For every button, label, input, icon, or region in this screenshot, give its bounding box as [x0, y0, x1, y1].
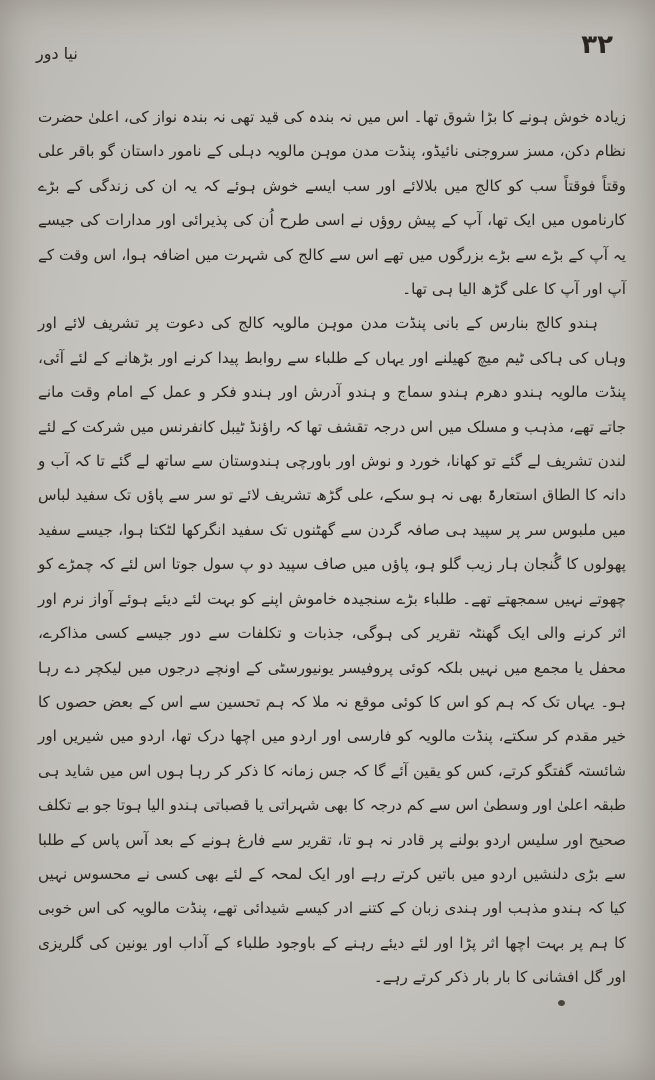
running-head: نیا دور [36, 44, 78, 63]
ink-speck [558, 1000, 565, 1006]
paragraph-2: ہندو کالج بنارس کے بانی پنڈت مدن موہن مالویہ کالج کی دعوت پر تشریف لائے اور وہاں کی ہاکی ٹیم میچ کھیلنے اور یہاں کے طلباء سے روابط پیدا کرنے اور بڑھانے کے لئے آئی، پنڈت مالویہ ہندو دھرم ہندو سماج و ہندو آدرش اور ہندو فکر و عمل کے امام وقت مانے جاتے تھے، مذہب و مسلک میں اس درجہ تقشف تھا کہ راؤنڈ ٹیبل کانفرنس میں شرکت کے لئے لندن تشریف لے گئے تو کھانا، خورد و نوش اور باورچی ہندوستان سے ساتھ لے گئے تا کہ آب و دانہ کا الطاق استعارۃً بھی نہ ہو سکے، علی گڑھ تشریف لائے تو سر سے پاؤں تک سفید لباس میں ملبوس سر پر سپید ہی صافہ گردن سے گھٹنوں تک سفید انگرکھا لٹکتا ہوا، جیسے سفید پھولوں کا گُنجان ہار زیب گلو ہو، پاؤں میں صاف سپید دو پ سول جوتا اس لئے کہ چمڑے کو چھوتے نہیں سمجھتے تھے۔ طلباء بڑے سنجیدہ خاموش اپنے کو بہت لئے دیئے ہوئے آواز نرم اور اثر کرنے والی ایک گھنٹہ تقریر کی ہوگی، جذبات و تکلفات سے دور جیسے کسی مذاکرے، محفل یا مجمع میں نہیں بلکہ کوئی پروفیسر یونیورسٹی کے اونچے درجوں میں لیکچر دے رہا ہو۔ یہاں تک کہ ہم کو اس کا کوئی موقع نہ ملا کہ ہم تحسین سے اس کے بعض حصوں کا خیر مقدم کر سکتے، پنڈت مالویہ کو فارسی اور اردو میں اچھا درک تھا، اردو میں شیریں اور شائستہ گفتگو کرتے، کس کو یقین آئے گا کہ جس زمانہ کا ذکر کر رہا ہوں اس میں شاید ہی طبقہ اعلیٰ اور وسطیٰ اس سے کم درجہ کا بھی شہراتی یا قصباتی ہندو الیا ہوتا جو بے تکلف صحیح اور سلیس اردو بولنے پر قادر نہ ہو تا، تقریر سے فارغ ہونے کے بعد آس پاس کے طلبا سے بڑی دلنشیں اردو میں باتیں کرتے رہے اور ایک لمحہ کے لئے بھی کسی نے محسوس نہیں کیا کہ ہندو مذہب اور ہندی زبان کے کتنے ادر کیسے شیدائی تھے، پنڈت مالویہ کی اس خوبی کا ہم پر بہت اچھا اثر پڑا اور لئے دیئے رہنے کے باوجود طلباء کے آداب اور یونین کی گلریزی اور گل افشانی کا بار بار ذکر کرتے رہے۔ [38, 314, 626, 987]
paragraph-1: زیادہ خوش ہونے کا بڑا شوق تھا۔ اس میں نہ بندہ کی قید تھی نہ بندہ نواز کی، اعلیٰ حضرت نظام دکن، مسز سروجنی نائیڈو، پنڈت مدن موہن مالویہ دہلی کے نامور داستان گو باقر علی وقتاً فوقتاً سب کو کالج میں بلالائے اور سب ایسے خوش ہوئے کہ یہ ان کی زندگی کے بڑے کارناموں میں ایک تھا، آپ کے پیش روؤں نے اسی طرح اُن کی پذیرائی اور مدارات کی جیسے یہ آپ کے بڑے سے بڑے بزرگوں میں تھے اس سے کالج کی شہرت میں اضافہ ہوا، اس وقت کے آپ اور آپ کا علی گڑھ الیا ہی تھا۔ [38, 108, 626, 299]
body-text [38, 100, 626, 995]
page-number: ۳۲ [581, 30, 613, 60]
